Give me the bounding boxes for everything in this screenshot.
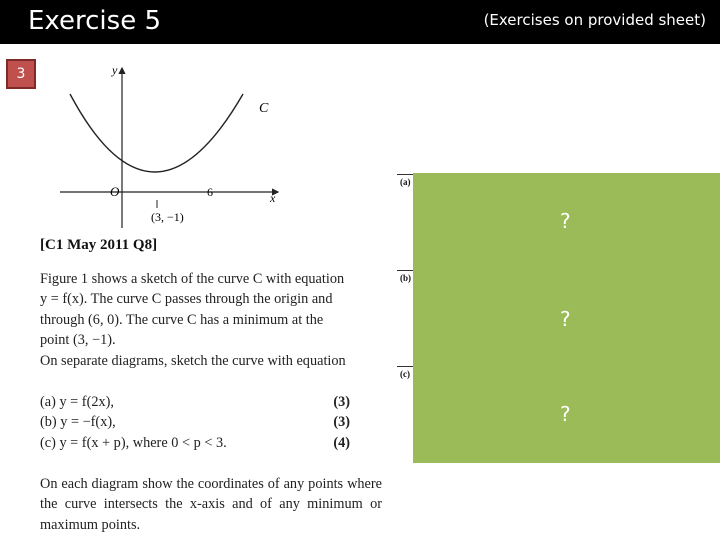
slide-subtitle: (Exercises on provided sheet) <box>483 11 706 29</box>
origin-label: O <box>110 184 120 199</box>
intro-line: through (6, 0). The curve C has a minimum at the <box>40 311 324 328</box>
x-axis-label: x <box>270 191 276 205</box>
answer-placeholder-b[interactable]: ? <box>560 307 571 331</box>
question-intro <box>40 269 386 371</box>
answer-rule-a <box>397 174 413 175</box>
intro-line: point (3, −1). <box>40 332 116 349</box>
question-number-badge: 3 <box>6 59 36 89</box>
answer-rule-c <box>397 366 413 367</box>
title-bar <box>0 0 720 44</box>
part-text: (b) y = −f(x), <box>40 414 116 431</box>
answer-label-a: (a) <box>400 177 411 187</box>
answer-rule-b <box>397 270 413 271</box>
part-b <box>40 412 350 432</box>
root-label: 6 <box>207 185 213 199</box>
answer-label-c: (c) <box>400 369 410 379</box>
slide-title: Exercise 5 <box>28 6 161 36</box>
question-parts <box>40 392 350 453</box>
question-source: [C1 May 2011 Q8] <box>40 237 158 253</box>
intro-line: On separate diagrams, sketch the curve with equation <box>40 352 346 369</box>
part-marks: (4) <box>333 434 350 451</box>
answer-placeholder-c[interactable]: ? <box>560 402 571 426</box>
part-marks: (3) <box>333 414 350 431</box>
part-c <box>40 433 350 453</box>
question-closing: On each diagram show the coordinates of any points where the curve intersects the x-axis and of any minimum or maximum points. <box>40 476 382 533</box>
y-axis-label: y <box>112 63 118 77</box>
curve-c <box>70 94 243 172</box>
curve-label: C <box>259 101 269 116</box>
part-text: (a) y = f(2x), <box>40 394 114 410</box>
minimum-label: (3, −1) <box>151 210 184 224</box>
part-a <box>40 392 350 412</box>
answer-label-b: (b) <box>400 273 411 283</box>
intro-line: y = f(x). The curve C passes through the origin and <box>40 291 333 308</box>
answer-placeholder-a[interactable]: ? <box>560 209 571 233</box>
part-text: (c) y = f(x + p), where 0 < p < 3. <box>40 434 227 451</box>
intro-line: Figure 1 shows a sketch of the curve C with equation <box>40 271 345 287</box>
curve-sketch <box>52 56 292 236</box>
part-marks: (3) <box>333 394 350 410</box>
